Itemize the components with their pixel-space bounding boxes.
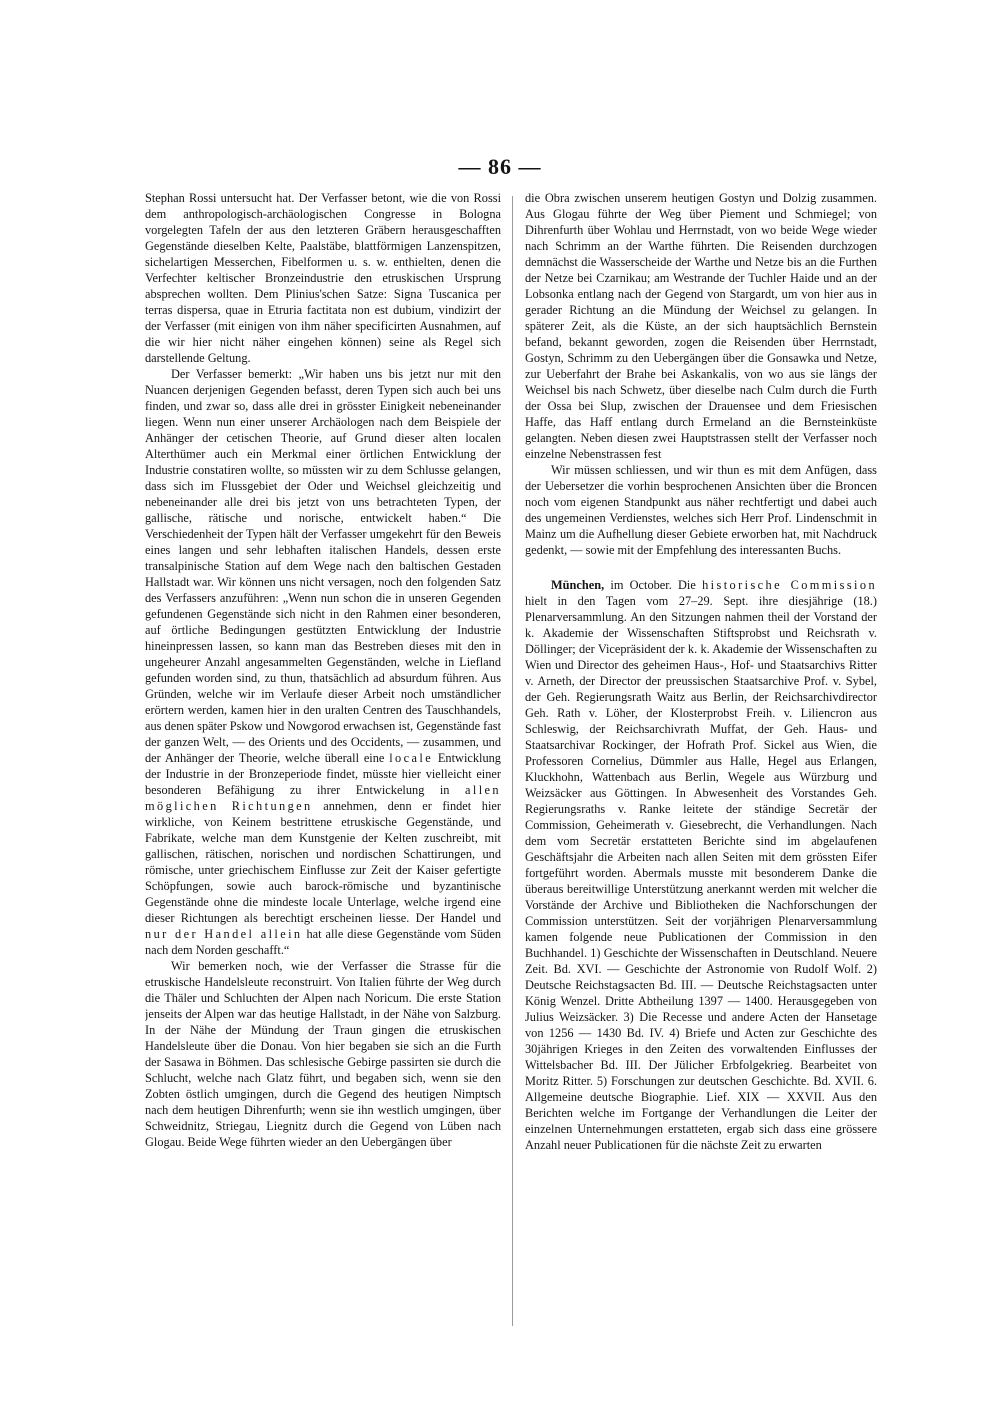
spaced-emphasis: nur der Handel allein bbox=[145, 927, 303, 941]
page-number: — 86 — bbox=[458, 154, 542, 179]
left-paragraph-3: Wir bemerken noch, wie der Verfasser die Strasse für die etruskische Handelsleute reconstruirt. Von Italien führte der Weg durch die Thäler und Schluchten der Alpen nach Noricum. Die erste Station jenseits der Alpen war das heutige Hallstadt, in der Nähe von Salzburg. In der Nähe der Mündung der Traun gingen die etruskischen Handelsleute über die Donau. Von hier begaben sie sich an die Furth der Sasawa in Böhmen. Das schlesische Gebirge passirten sie durch die Schlucht, welche nach Glatz führt, und begaben sich, wenn sie den Zobten östlich umgingen, durch die Gegend des heutigen Nimptsch nach dem heutigen Dihrenfurth; wenn sie ihn westlich umgingen, über Schweidnitz, Striegau, Liegnitz durch die Gegend von Lüben nach Glogau. Beide Wege führten wieder an den Uebergängen über bbox=[145, 959, 501, 1149]
spaced-emphasis: locale bbox=[389, 751, 434, 765]
dateline-place: München, bbox=[551, 578, 605, 592]
right-paragraph-3 bbox=[525, 577, 877, 1153]
text-run: Der Verfasser bemerkt: „Wir haben uns bis jetzt nur mit den Nuancen derjenigen Gegenden befasst, deren Typen sich auch bei uns finden, und zwar so, dass alle drei in grösster Einigkeit nebeneinander liegen. Wenn nun einer unserer Archäologen nach dem Beispiele der Anhänger der cetischen Theorie, auf Grund dieser alten localen Alterthümer auch ein Merkmal einer örtlichen Entwicklung der Industrie constatiren wollte, so müssten wir zu dem Schlusse gelangen, dass sich im Flussgebiet der Oder und Weichsel gleichzeitig und nebeneinander alle drei bis jetzt von uns betrachteten Typen, der gallische, rätische und norische, entwickelt haben.“ Die Verschiedenheit der Typen hält der Verfasser umgekehrt für den Beweis eines langen und sehr lebhaften italischen Handels, dessen erste transalpinische Station auf dem Wege nach den baltischen Gestaden Hallstadt war. Wir können uns nicht versagen, noch den folgenden Satz des Verfassers anzuführen: „Wenn nun schon die in unseren Gegenden gefundenen Gegenstände sich nicht in den Rahmen einer besonderen, auf örtliche Bedingungen gestützten Entwicklung der Industrie hineinpressen lassen, so kann man das Bestreben dieses mit den in ungeheurer Anzahl angesammelten Gegenständen, welche in Liefland gefunden worden sind, zu thun, thatsächlich ad absurdum führen. Aus Gründen, welche wir im Verlaufe dieser Arbeit noch umständlicher erörtern werden, kamen hier in den uralten Centren des Tauschhandels, aus denen später Pskow und Nowgorod erwachsen ist, Gegenstände fast der ganzen Welt, — des Orients und des Occidents, — zusammen, und der Anhänger der Theorie, welche überall eine bbox=[145, 367, 501, 765]
text-run: hielt in den Tagen vom 27–29. Sept. ihre diesjährige (18.) Plenarversammlung. An den Sitzungen nahmen theil der Vorstand der k. Akademie der Wissenschaften Stiftsprobst und Reichsrath v. Döllinger; der Vicepräsident der k. k. Akademie der Wissenschaften zu Wien und Director des geheimen Haus-, Hof- und Staatsarchivs Ritter v. Arneth, der Director der preussischen Staatsarchive Prof. v. Sybel, der Geh. Regierungsrath Waitz aus Berlin, der Reichsarchivdirector Geh. Rath v. Löher, der Klosterprobst Freih. v. Liliencron aus Schleswig, der Reichsarchivrath Muffat, der Geh. Haus- und Staatsarchivar Rockinger, der Hofrath Prof. Sickel aus Wien, die Professoren Cornelius, Dümmler aus Halle, Hegel aus Erlangen, Kluckhohn, Wattenbach aus Berlin, Wegele aus Würzburg und Weizsäcker aus Göttingen. In Abwesenheit des Vorstandes Geh. Regierungsraths v. Ranke leitete der ständige Secretär der Commission, Geheimerath v. Giesebrecht, die Verhandlungen. Nach dem vom Secretär erstatteten Berichte sind im abgelaufenen Geschäftsjahr die Arbeiten nach allen Seiten mit dem grössten Eifer fortgeführt worden. Abermals musste mit besonderem Danke die überaus bereitwillige Unterstützung anerkannt werden mit welcher die Vorstände der Archive und Bibliotheken die Nachforschungen der Commission unterstützen. Seit der vorjährigen Plenarversammlung kamen folgende neue Publicationen der Commission in den Buchhandel. 1) Geschichte der Wissenschaften in Deutschland. Neuere Zeit. Bd. XVI. — Geschichte der Astronomie von Rudolf Wolf. 2) Deutsche Reichstagsacten Bd. III. — Deutsche Reichstagsacten unter König Wenzel. Dritte Abtheilung 1397 — 1400. Herausgegeben von Julius Weizsäcker. 3) Die Recesse und andere Acten der Hansetage von 1256 — 1430 Bd. IV. 4) Briefe und Acten zur Geschichte des 30jährigen Krieges in den Zeiten des vorwaltenden Einflusses der Wittelsbacher Bd. III. Der Jülicher Erbfolgekrieg. Bearbeitet von Moritz Ritter. 5) Forschungen zur deutschen Geschichte. Bd. XVII. 6. Allgemeine deutsche Biographie. Lief. XIX — XXVII. Aus den Berichten welche im Fortgange der Verhandlungen die Leiter der einzelnen Unternehmungen erstatteten, ergab sich dass eine grössere Anzahl neuer Publicationen für die nächste Zeit zu erwarten bbox=[525, 594, 877, 1152]
left-column bbox=[145, 190, 501, 1340]
spaced-emphasis: historische Commission bbox=[702, 578, 877, 592]
right-column bbox=[525, 190, 877, 1340]
text-run: Entwicklung der Industrie in der Bronzeperiode findet, müsste hier vielleicht einer besonderen Befähigung zu ihrer Entwickelung in bbox=[145, 751, 501, 797]
column-divider bbox=[512, 196, 513, 1326]
left-paragraph-2 bbox=[145, 366, 501, 958]
left-paragraph-1: Stephan Rossi untersucht hat. Der Verfasser betont, wie die von Rossi dem anthropologisch-archäologischen Congresse in Bologna vorgelegten Tafeln der aus den letzteren Gräbern herausgeschafften Gegenstände dieselben Kelte, Paalstäbe, blattförmigen Lanzenspitzen, sichelartigen Messerchen, Fibelformen u. s. w. enthielten, denen die Verfechter keltischer Bronzeindustrie den etruskischen Ursprung absprechen wollten. Dem Plinius'schen Satze: Signa Tuscanica per terras dispersa, quae in Etruria factitata non est dubium, vindizirt der der Verfasser (mit einigen von ihm näher specificirten Ausnahmen, auf die wir hier nicht näher eingehen können) seine als Regel sich darstellende Geltung. bbox=[145, 191, 501, 365]
spaced-emphasis: allen möglichen Richtungen bbox=[145, 783, 501, 813]
right-paragraph-2: Wir müssen schliessen, und wir thun es mit dem Anfügen, dass der Uebersetzer die vorhin besprochenen Ansichten über die Broncen noch vom eigenen Standpunkt aus näher rechtfertigt und dabei auch des ungemeinen Verdienstes, welches sich Herr Prof. Lindenschmit in Mainz um die Aufhellung dieser Gebiete erworben hat, mit Nachdruck gedenkt, — sowie mit der Empfehlung des interessanten Buchs. bbox=[525, 463, 877, 557]
text-run: hat alle diese Gegenstände vom Süden nach dem Norden geschafft.“ bbox=[145, 927, 501, 957]
text-run: annehmen, denn er findet hier wirkliche, von Keinem bestrittene etruskische Gegenstände, und Fabrikate, welche man dem Kunstgenie der Kelten zuschreibt, mit gallischen, rätischen, norischen und nordischen Schattirungen, und römische, unter griechischem Einflusse zur Zeit der Kaiser gefertigte Schöpfungen, sowie auch barock-römische und byzantinische Gegenstände ohne die mindeste locale Unterlage, welche irgend eine dieser Richtungen als berechtigt erscheinen liesse. Der Handel und bbox=[145, 799, 501, 925]
text-run: im October. Die bbox=[610, 578, 696, 592]
section-gap bbox=[525, 558, 877, 577]
right-paragraph-1: die Obra zwischen unserem heutigen Gostyn und Dolzig zusammen. Aus Glogau führte der Weg über Piement und Schmiegel; von Dihrenfurth über Wohlau und Herrnstadt, von wo beide Wege wieder nach Schrimm an der Warthe führten. Die Reisenden durchzogen demnächst die Wasserscheide der Warthe und Netze bis an die Furthen der Netze bei Czarnikau; am Westrande der Tuchler Haide und an der Lobsonka entlang nach der Gegend von Stargardt, um von hier aus in gerader Richtung an die Mündung der Weichsel zu gelangen. In späterer Zeit, als die Küste, an der sich hauptsächlich Bernstein befand, bekannt geworden, zogen die Reisenden über Herrnstadt, Gostyn, Schrimm zu den Uebergängen über die Gonsawka und Netze, zur Ueberfahrt der Brahe bei Askankalis, von wo aus sie längs der Weichsel bis nach Schwetz, über dieselbe nach Culm durch die Furth der Ossa bei Slup, zwischen der Drauensee und dem Friesischen Haffe, das Haff entlang durch Ermeland an die Bernsteinküste gelangten. Neben diesen zwei Hauptstrassen stellt der Verfasser noch einzelne Nebenstrassen fest bbox=[525, 191, 877, 461]
